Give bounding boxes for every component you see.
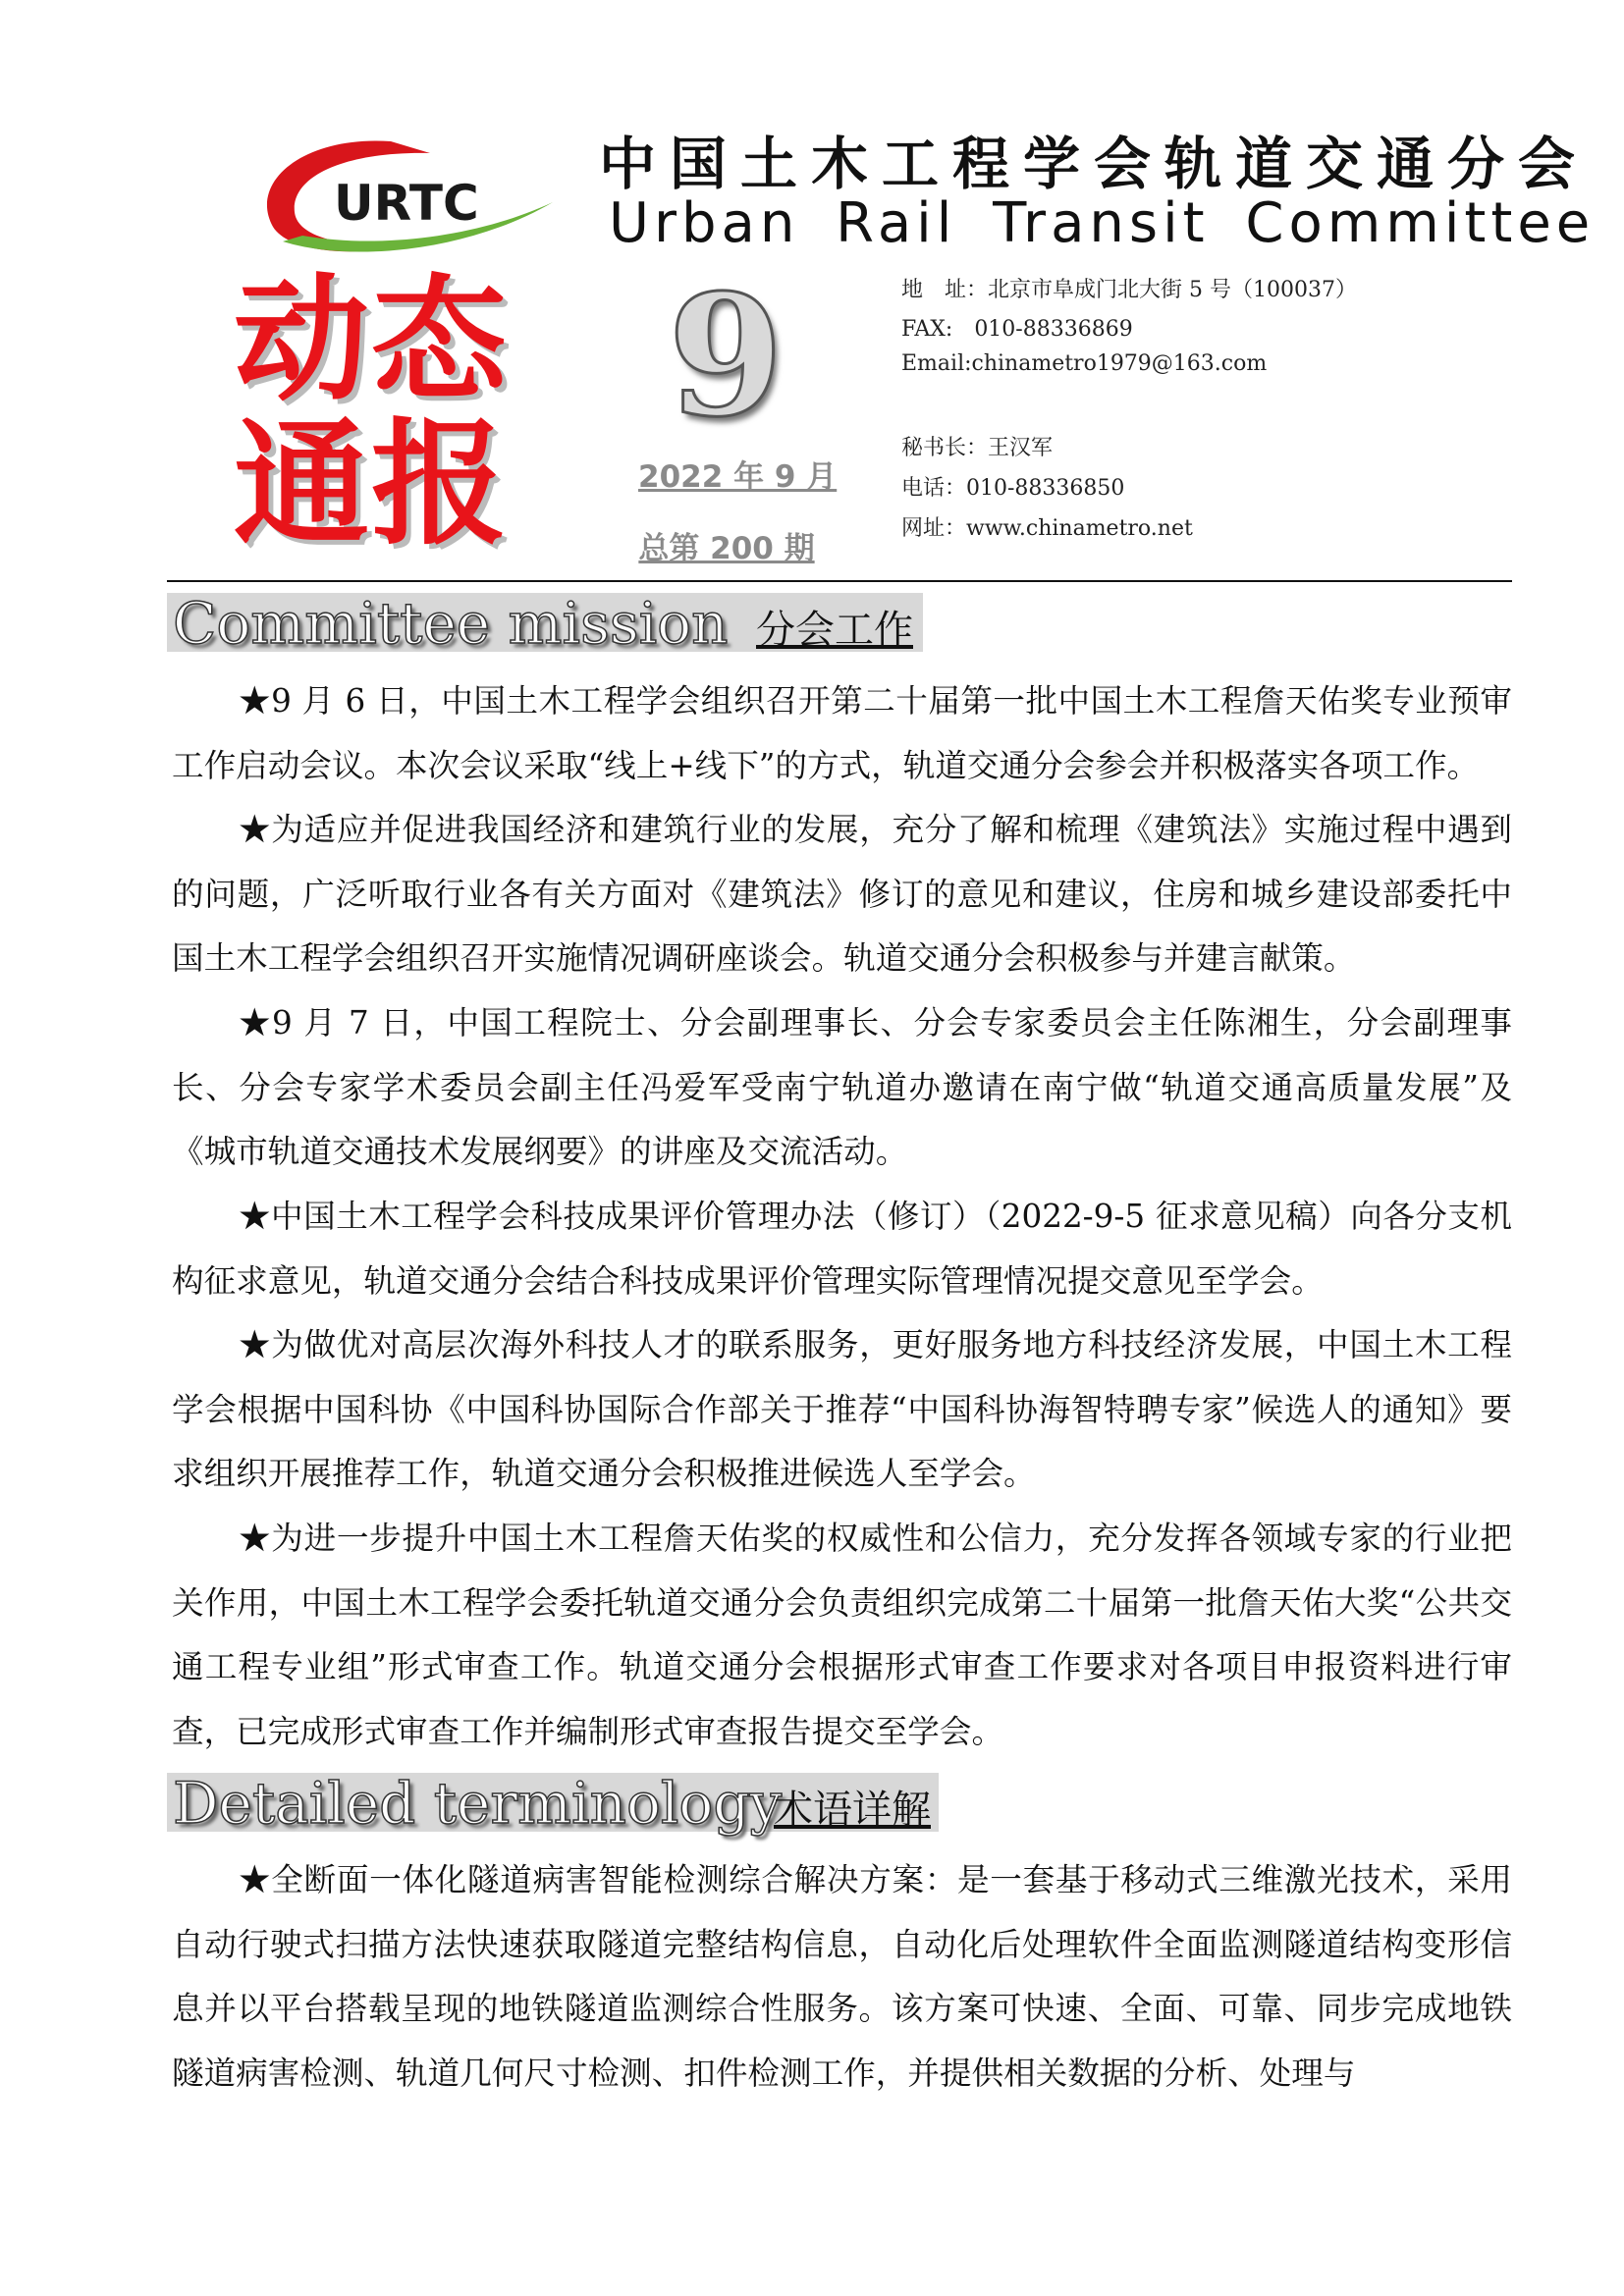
logo-text: URTC (334, 175, 479, 232)
paragraph: ★为适应并促进我国经济和建筑行业的发展，充分了解和梳理《建筑法》实施过程中遇到的问题，广泛听取行业各有关方面对《建筑法》修订的意见和建议，住房和城乡建设部委托中国土木工程学会组织召开实施情况调研座谈会。轨道交通分会积极参与并建言献策。 (172, 811, 1512, 977)
section-title-cn: 术语详解 (774, 1788, 931, 1833)
section-title-en: Detailed terminology (173, 1770, 783, 1837)
section-title-cn: 分会工作 (756, 608, 913, 653)
issue-total: 总第 200 期 (638, 531, 815, 566)
section-title-en: Committee mission (173, 590, 729, 657)
header-divider (167, 580, 1512, 582)
org-name-cn: 中国土木工程学会轨道交通分会 (599, 131, 1590, 197)
urtc-logo (244, 133, 558, 261)
contact-phone: 电话：010-88336850 (901, 476, 1125, 501)
contact-website[interactable]: 网址：www.chinametro.net (901, 516, 1193, 541)
contact-address: 地 址：北京市阜成门北大街 5 号（100037） (901, 278, 1357, 302)
paragraph: ★9 月 7 日，中国工程院士、分会副理事长、分会专家委员会主任陈湘生，分会副理事长、分会专家学术委员会副主任冯爱军受南宁轨道办邀请在南宁做“轨道交通高质量发展”及《城市轨道交通技术发展纲要》的讲座及交流活动。 (172, 1004, 1512, 1170)
issue-number: 9 (668, 258, 785, 454)
issue-date: 2022 年 9 月 (638, 459, 838, 495)
paragraph: ★为做优对高层次海外科技人才的联系服务，更好服务地方科技经济发展，中国土木工程学会根据中国科协《中国科协国际合作部关于推荐“中国科协海智特聘专家”候选人的通知》要求组织开展推荐工作，轨道交通分会积极推进候选人至学会。 (172, 1326, 1512, 1492)
paragraph: ★中国土木工程学会科技成果评价管理办法（修订）（2022-9-5 征求意见稿）向各分支机构征求意见，轨道交通分会结合科技成果评价管理实际管理情况提交意见至学会。 (172, 1198, 1512, 1300)
newsletter-title-line1: 动态 (234, 261, 510, 419)
contact-email[interactable]: Email:chinametro1979@163.com (901, 351, 1268, 376)
paragraph: ★9 月 6 日，中国土木工程学会组织召开第二十届第一批中国土木工程詹天佑奖专业预审工作启动会议。本次会议采取“线上+线下”的方式，轨道交通分会参会并积极落实各项工作。 (172, 682, 1512, 784)
contact-secretary: 秘书长：王汉军 (901, 436, 1054, 460)
paragraph: ★为进一步提升中国土木工程詹天佑奖的权威性和公信力，充分发挥各领域专家的行业把关作用，中国土木工程学会委托轨道交通分会负责组织完成第二十届第一批詹天佑大奖“公共交通工程专业组”形式审查工作。轨道交通分会根据形式审查工作要求对各项目申报资料进行审查，已完成形式审查工作并编制形式审查报告提交至学会。 (172, 1520, 1512, 1750)
org-name-en: Urban Rail Transit Committee (609, 191, 1596, 255)
contact-fax: FAX: 010-88336869 (901, 317, 1133, 342)
newsletter-title-line2: 通报 (234, 405, 510, 563)
paragraph: ★全断面一体化隧道病害智能检测综合解决方案：是一套基于移动式三维激光技术，采用自动行驶式扫描方法快速获取隧道完整结构信息，自动化后处理软件全面监测隧道结构变形信息并以平台搭载呈现的地铁隧道监测综合性服务。该方案可快速、全面、可靠、同步完成地铁隧道病害检测、轨道几何尺寸检测、扣件检测工作，并提供相关数据的分析、处理与 (172, 1861, 1512, 2092)
